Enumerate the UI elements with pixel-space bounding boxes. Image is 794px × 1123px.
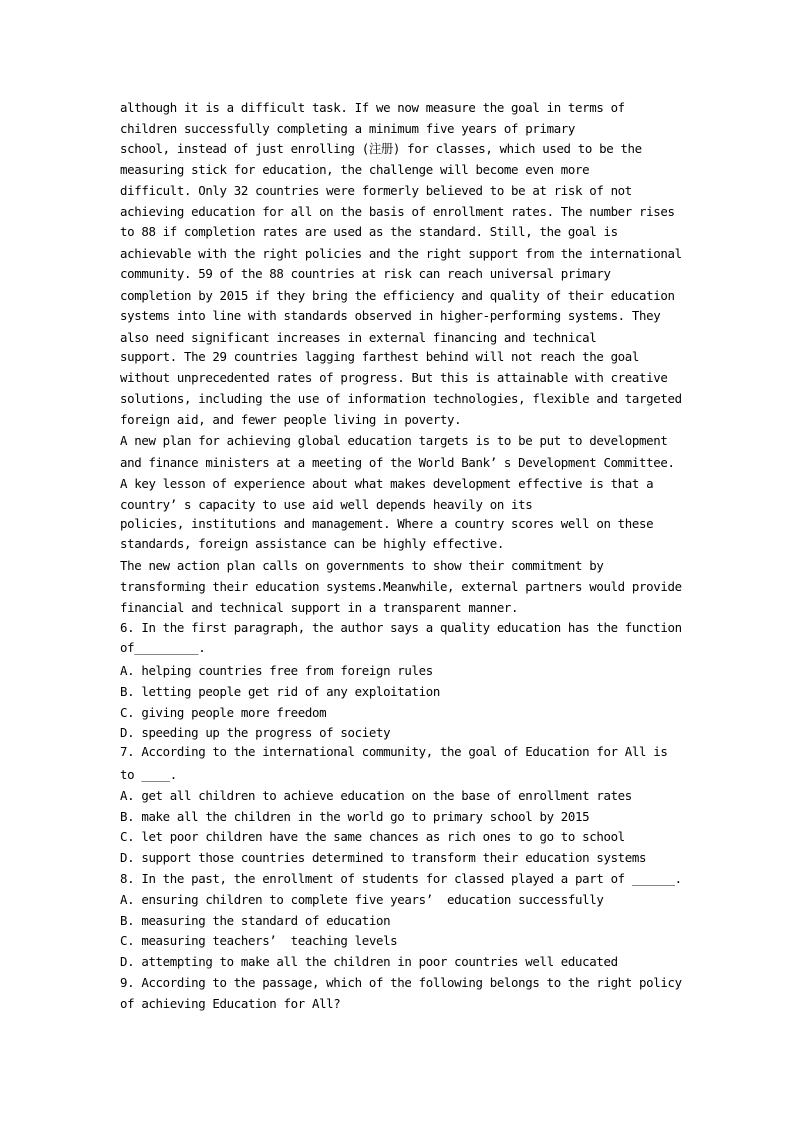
text-line: achieving education for all on the basis of enrollment rates. The number rises bbox=[120, 204, 675, 219]
text-line: A. helping countries free from foreign rules bbox=[120, 663, 433, 678]
text-line: standards, foreign assistance can be highly effective. bbox=[120, 536, 504, 551]
text-line: 8. In the past, the enrollment of students for classed played a part of ______. bbox=[120, 871, 682, 886]
text-line: foreign aid, and fewer people living in poverty. bbox=[120, 412, 462, 427]
text-line: D. attempting to make all the children in poor countries well educated bbox=[120, 954, 618, 969]
text-line: B. measuring the standard of education bbox=[120, 913, 391, 928]
text-line: A key lesson of experience about what makes development effective is that a bbox=[120, 476, 654, 491]
text-line: without unprecedented rates of progress. But this is attainable with creative bbox=[120, 370, 668, 385]
text-line: C. let poor children have the same chances as rich ones to go to school bbox=[120, 829, 625, 844]
text-line: systems into line with standards observed in higher-performing systems. They bbox=[120, 308, 661, 323]
text-line: transforming their education systems.Meanwhile, external partners would provide bbox=[120, 579, 682, 594]
text-line: D. support those countries determined to transform their education systems bbox=[120, 850, 647, 865]
text-line: difficult. Only 32 countries were formerly believed to be at risk of not bbox=[120, 183, 632, 198]
text-line: of_________. bbox=[120, 640, 206, 655]
text-line: D. speeding up the progress of society bbox=[120, 725, 391, 740]
text-line: A new plan for achieving global education targets is to be put to development bbox=[120, 433, 668, 448]
text-line: C. measuring teachers’ teaching levels bbox=[120, 933, 398, 948]
text-line: although it is a difficult task. If we now measure the goal in terms of bbox=[120, 100, 625, 115]
text-line: support. The 29 countries lagging farthest behind will not reach the goal bbox=[120, 349, 640, 364]
text-line: B. make all the children in the world go to primary school by 2015 bbox=[120, 809, 590, 824]
text-line: 6. In the first paragraph, the author says a quality education has the function bbox=[120, 620, 682, 635]
text-line: also need significant increases in external financing and technical bbox=[120, 330, 597, 345]
text-line: children successfully completing a minimum five years of primary bbox=[120, 121, 576, 136]
text-line: financial and technical support in a transparent manner. bbox=[120, 600, 519, 615]
text-line: country’ s capacity to use aid well depends heavily on its bbox=[120, 497, 533, 512]
text-line: 9. According to the passage, which of the following belongs to the right policy bbox=[120, 975, 682, 990]
text-line: C. giving people more freedom bbox=[120, 705, 327, 720]
text-line: A. ensuring children to complete five years’ education successfully bbox=[120, 892, 604, 907]
text-line: The new action plan calls on governments to show their commitment by bbox=[120, 558, 604, 573]
text-line: B. letting people get rid of any exploitation bbox=[120, 684, 440, 699]
text-line: solutions, including the use of information technologies, flexible and targeted bbox=[120, 391, 682, 406]
text-line: and finance ministers at a meeting of the World Bank’ s Development Committee. bbox=[120, 455, 675, 470]
text-line: school, instead of just enrolling (注册) for classes, which used to be the bbox=[120, 141, 642, 156]
text-line: achievable with the right policies and the right support from the international bbox=[120, 246, 682, 261]
text-line: 7. According to the international community, the goal of Education for All is bbox=[120, 744, 668, 759]
text-line: to ____. bbox=[120, 767, 177, 782]
text-line: to 88 if completion rates are used as the standard. Still, the goal is bbox=[120, 224, 618, 239]
text-line: of achieving Education for All? bbox=[120, 996, 341, 1011]
text-line: policies, institutions and management. Where a country scores well on these bbox=[120, 516, 654, 531]
text-line: measuring stick for education, the challenge will become even more bbox=[120, 162, 590, 177]
text-line: A. get all children to achieve education on the base of enrollment rates bbox=[120, 788, 632, 803]
text-line: completion by 2015 if they bring the efficiency and quality of their education bbox=[120, 288, 675, 303]
text-line: community. 59 of the 88 countries at risk can reach universal primary bbox=[120, 266, 611, 281]
